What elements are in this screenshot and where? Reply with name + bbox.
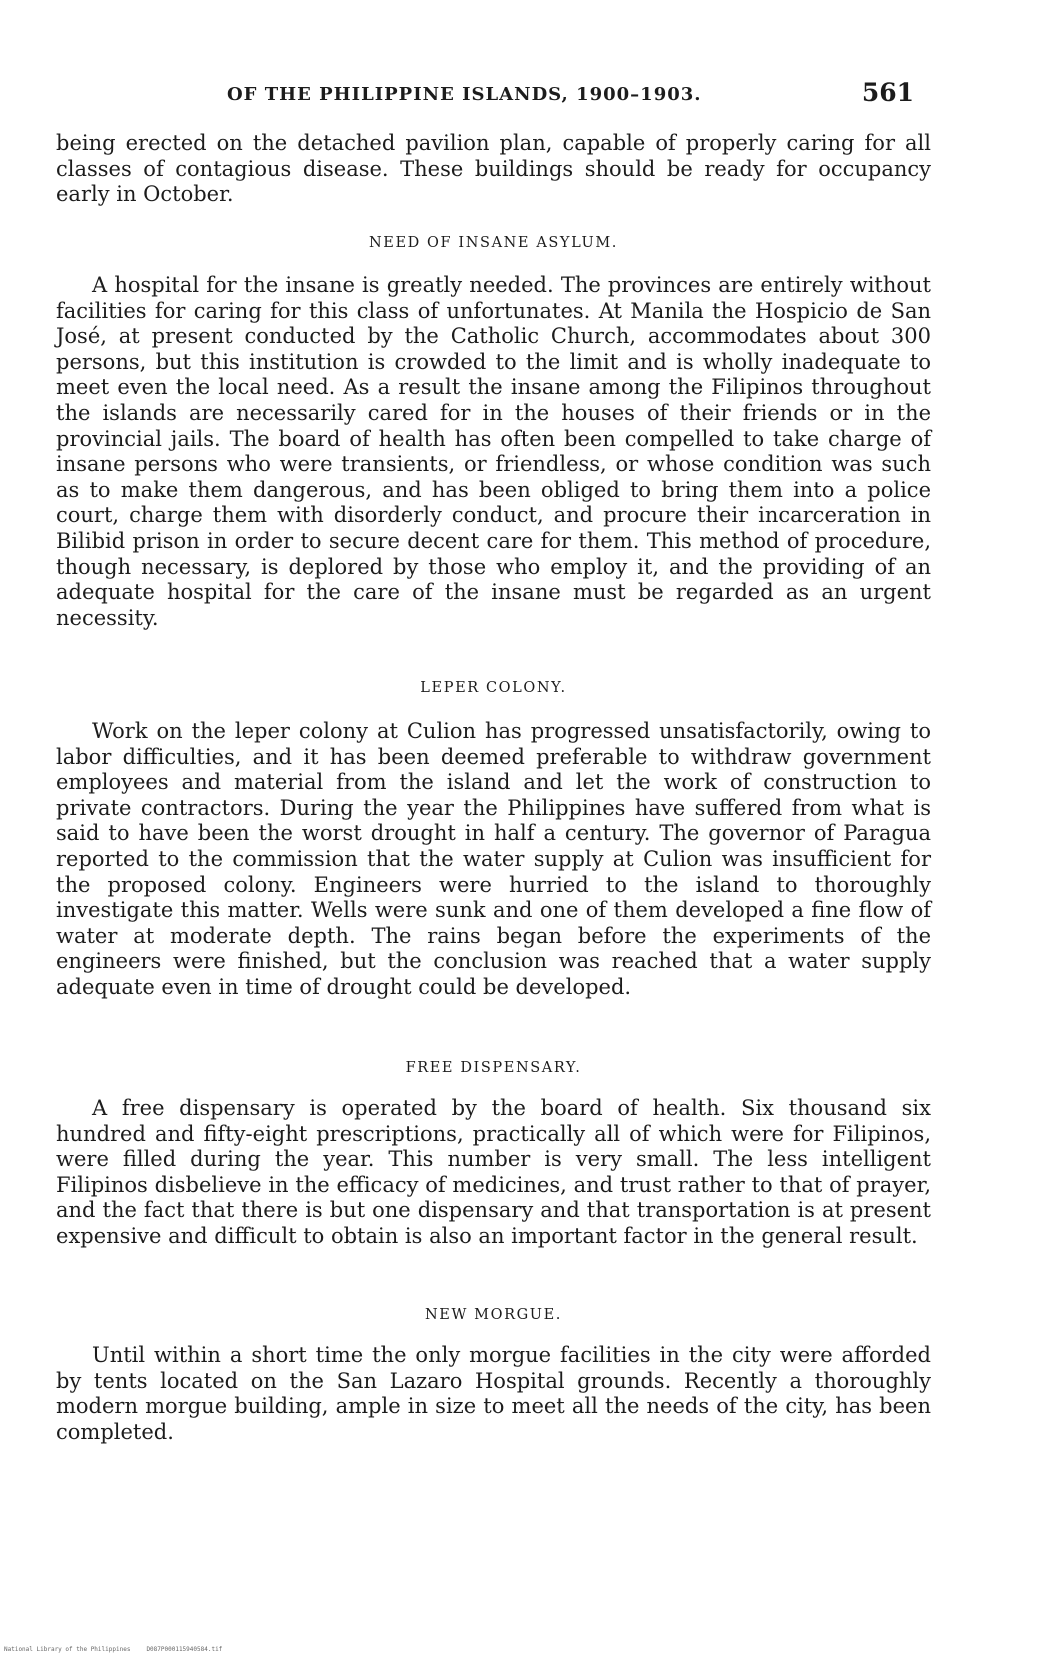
page-number: 561 [861,78,914,107]
heading-leper-colony: LEPER COLONY. [420,680,567,696]
intro-paragraph: being erected on the detached pavilion plan, capable of properly caring for all classes of contagious disease. These buildings should be ready for occupancy early in October. [56,131,931,207]
footer-file-id: D087P000115940584.tif [146,1646,223,1653]
new-morgue-section [56,1343,931,1445]
leper-colony-section [56,719,931,1001]
heading-new-morgue: NEW MORGUE. [424,1307,563,1323]
free-dispensary-section [56,1096,931,1250]
insane-asylum-section [56,273,931,631]
intro-paragraph-block [56,131,931,208]
footer-institution: National Library of the Philippines [4,1646,131,1653]
free-dispensary-paragraph: A free dispensary is operated by the board of health. Six thousand six hundred and fifty-eight prescriptions, practically all of which were for Filipinos, were filled during the year. This number is very small. The less intelligent Filipinos disbelieve in the efficacy of medicines, and trust rather to that of prayer, and the fact that there is but one dispensary and that transportation is at present expensive and difficult to obtain is also an important factor in the general result. [56,1096,931,1248]
running-title: OF THE PHILIPPINE ISLANDS, 1900–1903. [227,84,702,105]
running-header [60,78,920,118]
insane-asylum-paragraph: A hospital for the insane is greatly needed. The provinces are entirely without facilities for caring for this class of unfortunates. At Manila the Hospicio de San José, at present conducted by the Catholic Church, accommodates about 300 persons, but this institution is crowded to the limit and is wholly inadequate to meet even the local need. As a result the insane among the Filipinos throughout the islands are necessarily cared for in the houses of their friends or in the provincial jails. The board of health has often been compelled to take charge of insane persons who were transients, or friendless, or whose condition was such as to make them dangerous, and has been obliged to bring them into a police court, charge them with disorderly conduct, and procure their incarceration in Bilibid prison in order to secure decent care for them. This method of procedure, though necessary, is deplored by those who employ it, and the providing of an adequate hospital for the care of the insane must be regarded as an urgent necessity. [56,273,931,630]
heading-insane-asylum: NEED OF INSANE ASYLUM. [368,235,619,251]
scan-footer [4,1646,238,1653]
leper-colony-paragraph: Work on the leper colony at Culion has progressed unsatisfactorily, owing to labor difficulties, and it has been deemed preferable to withdraw government employees and material from the island and let the work of construction to private contractors. During the year the Philippines have suffered from what is said to have been the worst drought in half a century. The governor of Paragua reported to the commission that the water supply at Culion was insufficient for the proposed colony. Engineers were hurried to the island to thoroughly investigate this matter. Wells were sunk and one of them developed a fine flow of water at moderate depth. The rains began before the experiments of the engineers were finished, but the conclusion was reached that a water supply adequate even in time of drought could be developed. [56,719,931,999]
heading-free-dispensary: FREE DISPENSARY. [405,1060,582,1076]
new-morgue-paragraph: Until within a short time the only morgue facilities in the city were afforded by tents located on the San Lazaro Hospital grounds. Recently a thoroughly modern morgue building, ample in size to meet all the needs of the city, has been completed. [56,1343,931,1444]
